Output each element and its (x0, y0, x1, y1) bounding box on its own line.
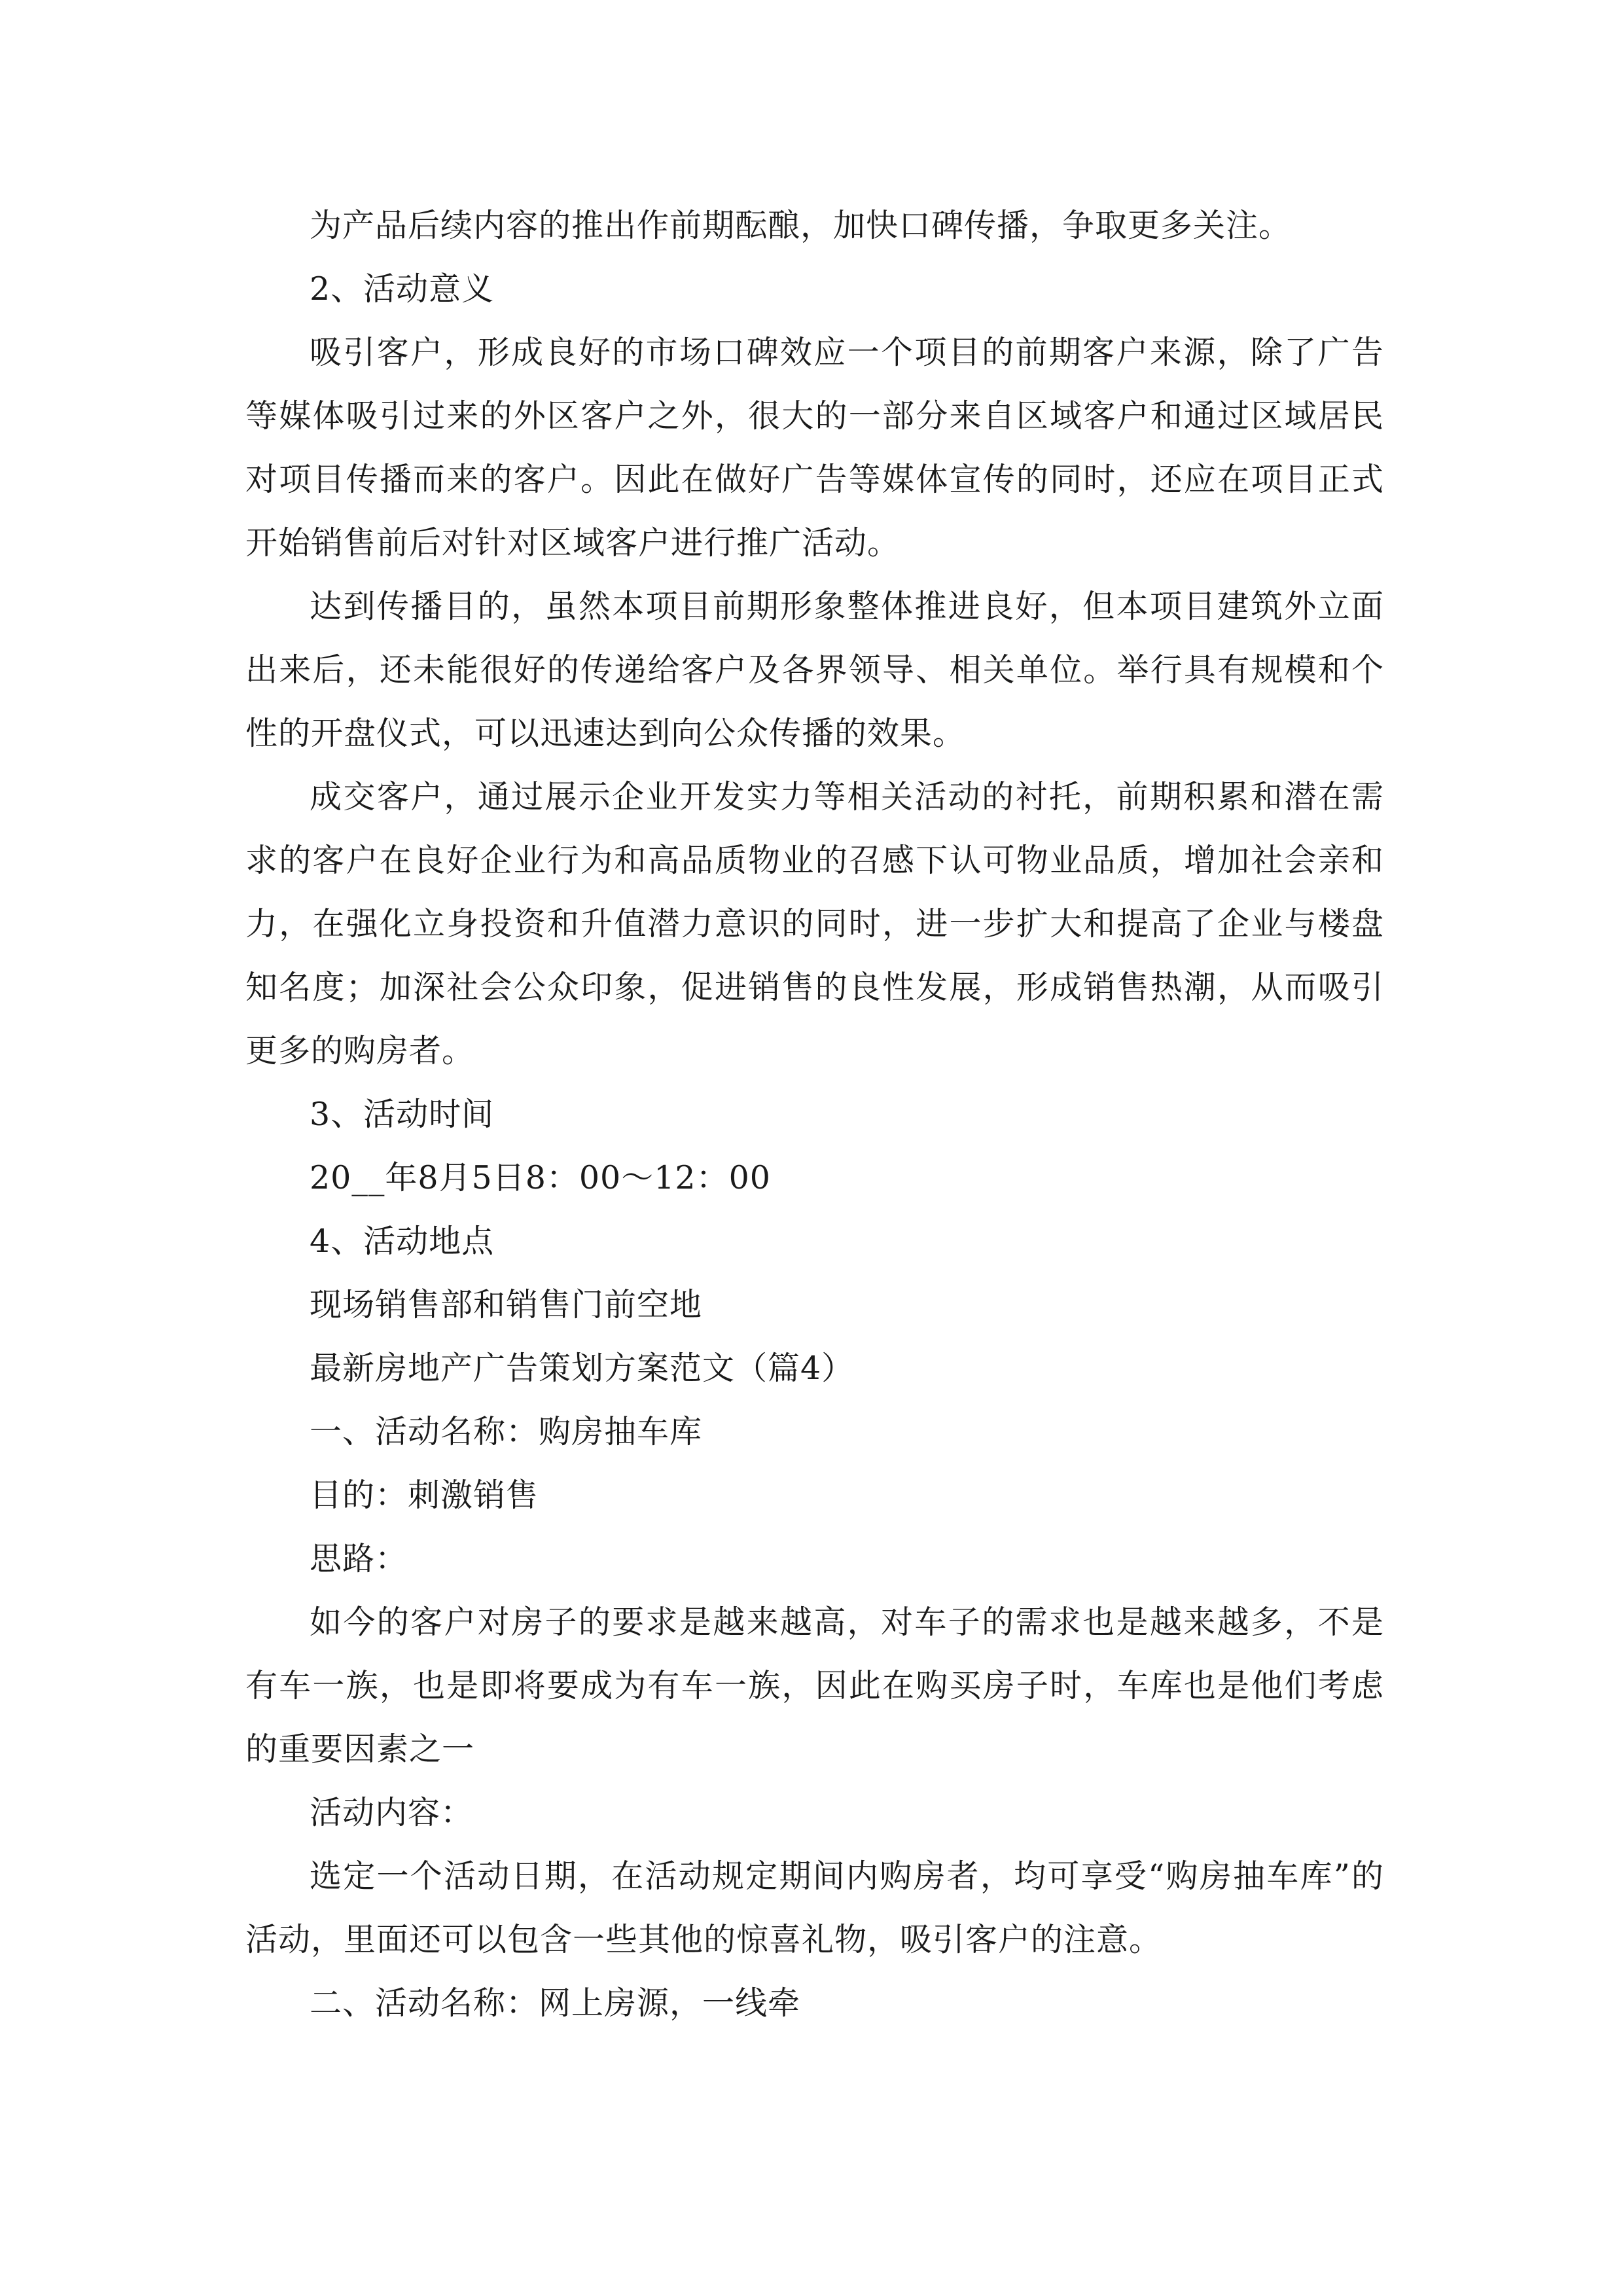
document-body (245, 194, 1384, 2035)
heading-activity-two-name: 二、活动名称：网上房源，一线牵 (310, 1984, 801, 2022)
paragraph-activity-one-goal: 目的：刺激销售 (310, 1477, 539, 1514)
paragraph-activity-time-value: 20__年8月5日8：00～12：00 (310, 1159, 771, 1196)
paragraph-activity-one-idea-body: 如今的客户对房子的要求是越来越高，对车子的需求也是越来越多，不是有车一族，也是即将要成为有车一族，因此在购买房子时，车库也是他们考虑的重要因素之一 (245, 1604, 1384, 1768)
heading-activity-one-idea: 思路： (310, 1540, 408, 1577)
paragraph-close-deals: 成交客户，通过展示企业开发实力等相关活动的衬托，前期积累和潜在需求的客户在良好企业行为和高品质物业的召感下认可物业品质，增加社会亲和力，在强化立身投资和升值潜力意识的同时，进一步扩大和提高了企业与楼盘知名度；加深社会公众印象，促进销售的良性发展，形成销售热潮，从而吸引更多的购房者。 (245, 778, 1384, 1069)
paragraph-spread-purpose: 达到传播目的，虽然本项目前期形象整体推进良好，但本项目建筑外立面出来后，还未能很好的传递给客户及各界领导、相关单位。举行具有规模和个性的开盘仪式，可以迅速达到向公众传播的效果。 (245, 588, 1384, 752)
section-title-plan-4: 最新房地产广告策划方案范文（篇4） (310, 1350, 855, 1387)
paragraph-intro-continuation: 为产品后续内容的推出作前期酝酿，加快口碑传播，争取更多关注。 (310, 207, 1292, 244)
paragraph-activity-one-content-body: 选定一个活动日期，在活动规定期间内购房者，均可享受“购房抽车库”的活动，里面还可以包含一些其他的惊喜礼物，吸引客户的注意。 (245, 1857, 1384, 1958)
paragraph-attract-customers: 吸引客户，形成良好的市场口碑效应一个项目的前期客户来源，除了广告等媒体吸引过来的外区客户之外，很大的一部分来自区域客户和通过区域居民对项目传播而来的客户。因此在做好广告等媒体宣传的同时，还应在项目正式开始销售前后对针对区域客户进行推广活动。 (245, 334, 1384, 562)
heading-activity-location: 4、活动地点 (310, 1223, 495, 1260)
heading-activity-one-content: 活动内容： (310, 1794, 474, 1831)
heading-activity-one-name: 一、活动名称：购房抽车库 (310, 1413, 703, 1450)
heading-activity-significance: 2、活动意义 (310, 270, 495, 308)
paragraph-activity-location-value: 现场销售部和销售门前空地 (310, 1286, 703, 1323)
heading-activity-time: 3、活动时间 (310, 1096, 495, 1133)
